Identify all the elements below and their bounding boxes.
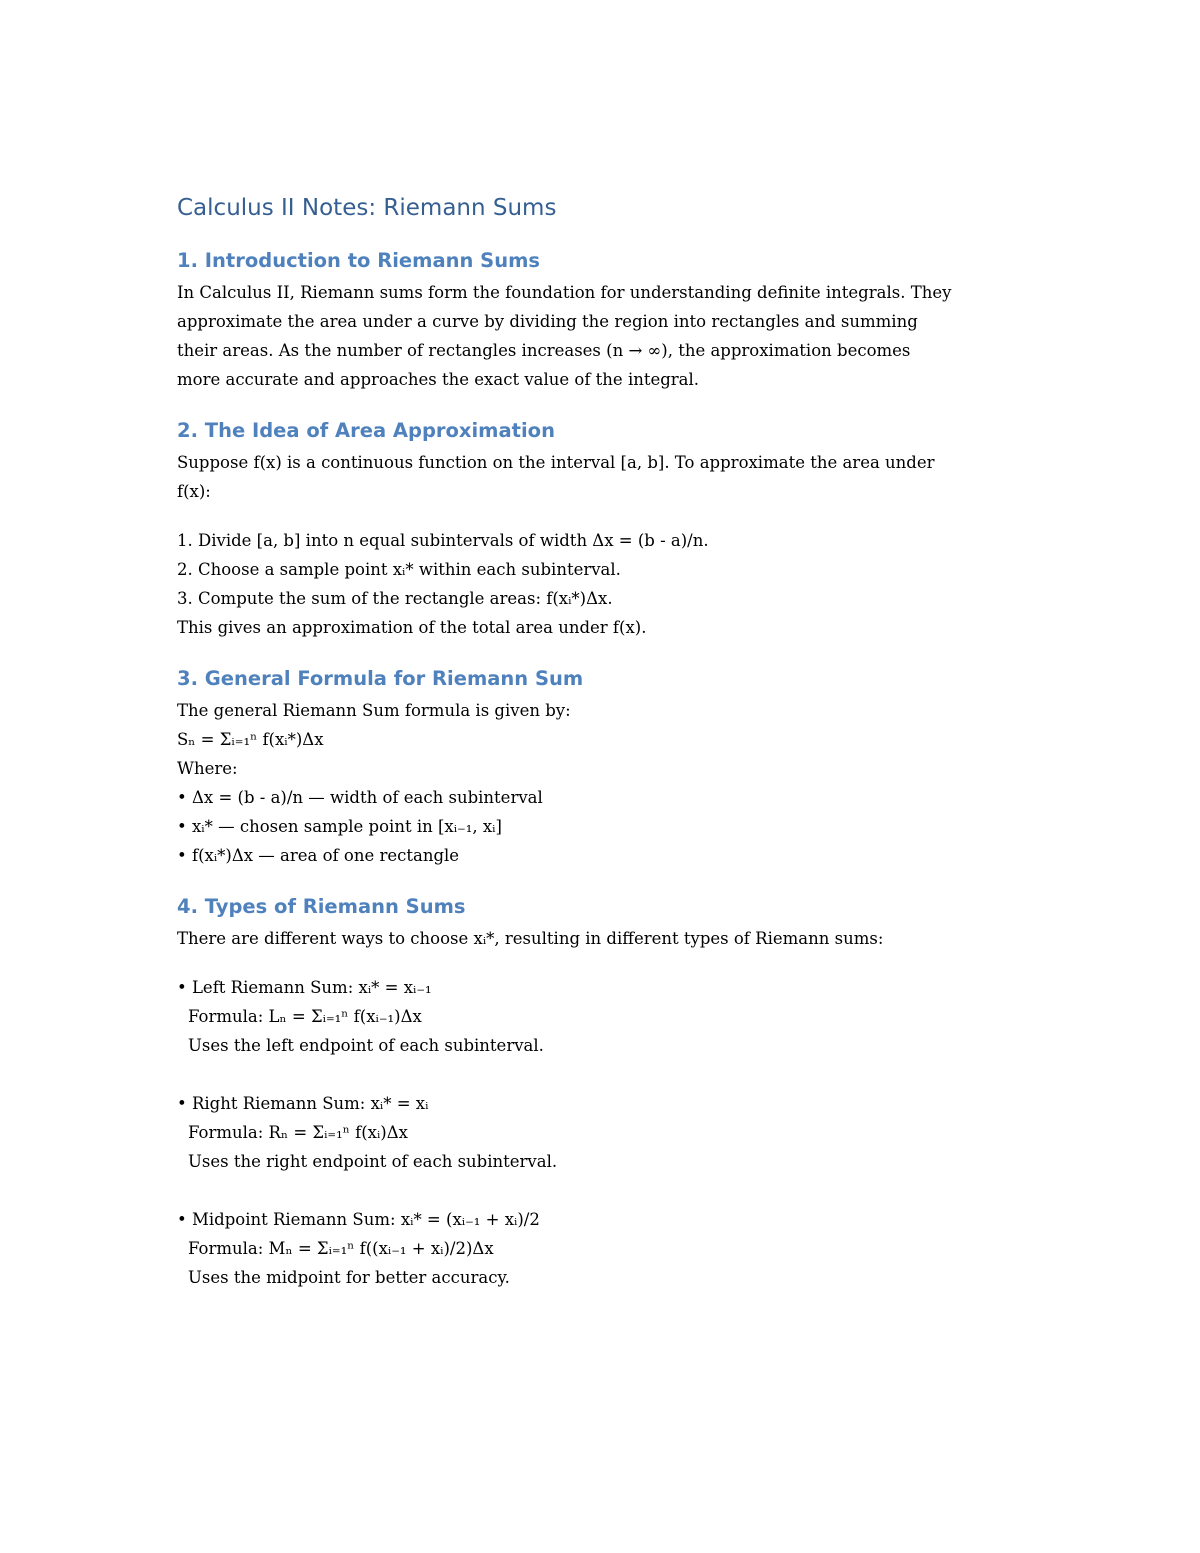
section-area-approximation [177,414,1057,642]
paragraph-line: more accurate and approaches the exact value of the integral. [177,370,700,389]
intro-text: There are different ways to choose xᵢ*, resulting in different types of Riemann sums: [177,929,884,948]
type-note: Uses the left endpoint of each subinterval. [188,1036,544,1055]
bullet-item: • f(xᵢ*)Δx — area of one rectangle [177,846,460,865]
paragraph-line: In Calculus II, Riemann sums form the foundation for understanding definite integrals. They [177,283,952,302]
type-midpoint [177,1205,1057,1292]
section-intro [177,448,1057,506]
paragraph-line: their areas. As the number of rectangles increases (n → ∞), the approximation becomes [177,341,911,360]
bullet-item: • xᵢ* — chosen sample point in [xᵢ₋₁, xᵢ] [177,817,502,836]
list-item: 2. Choose a sample point xᵢ* within each subinterval. [177,560,621,579]
page-title: Calculus II Notes: Riemann Sums [177,195,557,221]
type-note: Uses the right endpoint of each subinterval. [188,1152,558,1171]
list-item: 1. Divide [a, b] into n equal subintervals of width Δx = (b - a)/n. [177,531,709,550]
steps-list [177,526,1057,642]
section-heading: 2. The Idea of Area Approximation [177,419,555,442]
bullet-item: • Δx = (b - a)/n — width of each subinterval [177,788,543,807]
section-intro [177,924,1057,953]
where-label: Where: [177,759,238,778]
formula-text: Sₙ = Σᵢ₌₁ⁿ f(xᵢ*)Δx [177,730,324,749]
section-heading: 4. Types of Riemann Sums [177,895,466,918]
section-heading: 1. Introduction to Riemann Sums [177,249,541,272]
type-formula: Formula: Mₙ = Σᵢ₌₁ⁿ f((xᵢ₋₁ + xᵢ)/2)Δx [188,1239,494,1258]
section-heading: 3. General Formula for Riemann Sum [177,667,584,690]
section-body [177,696,1057,870]
conclusion-text: This gives an approximation of the total area under f(x). [177,618,647,637]
section-introduction [177,244,1057,394]
type-formula: Formula: Lₙ = Σᵢ₌₁ⁿ f(xᵢ₋₁)Δx [188,1007,422,1026]
type-name: • Midpoint Riemann Sum: xᵢ* = (xᵢ₋₁ + xᵢ)/2 [177,1210,540,1229]
type-note: Uses the midpoint for better accuracy. [188,1268,510,1287]
section-types [177,890,1057,1292]
type-formula: Formula: Rₙ = Σᵢ₌₁ⁿ f(xᵢ)Δx [188,1123,408,1142]
paragraph-line: approximate the area under a curve by dividing the region into rectangles and summing [177,312,918,331]
section-paragraph [177,278,1057,394]
type-name: • Left Riemann Sum: xᵢ* = xᵢ₋₁ [177,978,432,997]
document-page [177,188,1057,1292]
intro-text: The general Riemann Sum formula is given by: [177,701,571,720]
paragraph-line: Suppose f(x) is a continuous function on the interval [a, b]. To approximate the area under [177,453,935,472]
type-left [177,973,1057,1060]
list-item: 3. Compute the sum of the rectangle areas: f(xᵢ*)Δx. [177,589,613,608]
section-general-formula [177,662,1057,870]
type-right [177,1089,1057,1176]
paragraph-line: f(x): [177,482,211,501]
type-name: • Right Riemann Sum: xᵢ* = xᵢ [177,1094,429,1113]
